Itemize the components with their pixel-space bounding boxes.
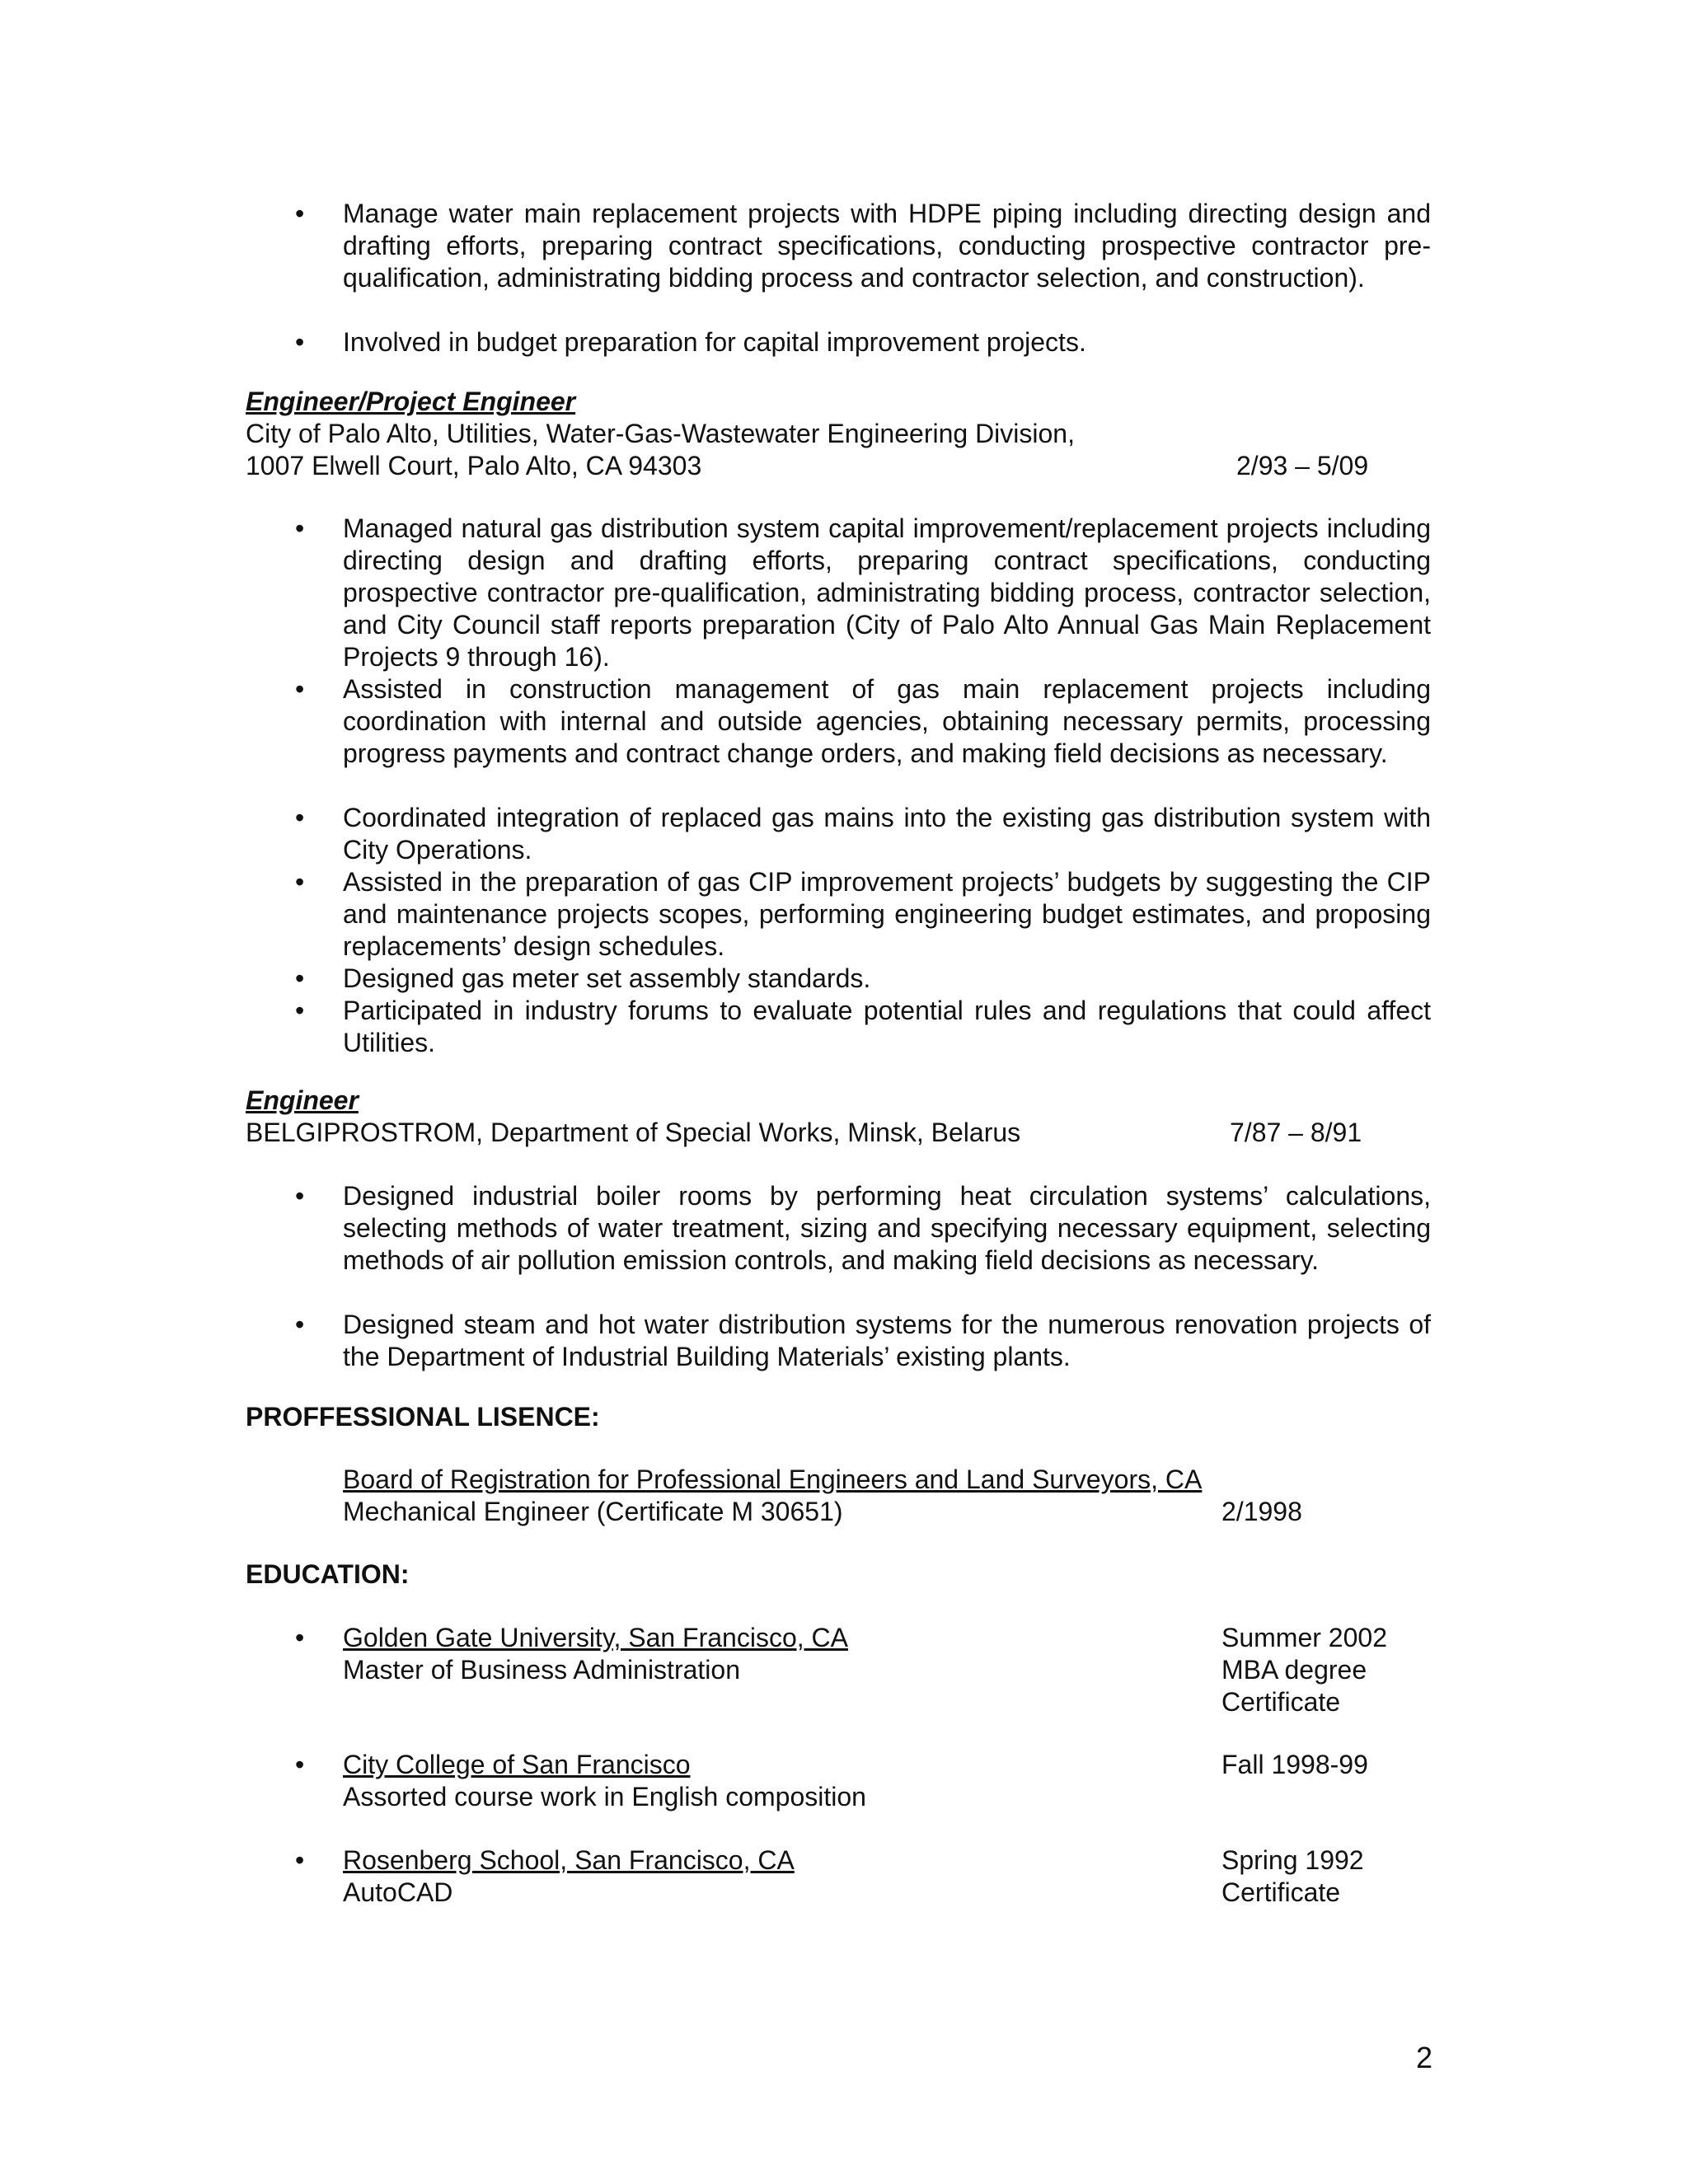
license-certificate: Mechanical Engineer (Certificate M 30651)	[343, 1497, 843, 1526]
employer: City of Palo Alto, Utilities, Water-Gas-Wastewater Engineering Division,	[246, 419, 1075, 448]
bullet-text: Manage water main replacement projects with HDPE piping including directing design and drafting efforts, preparing contract specifications, conducting prospective contractor pre-qualification, administrating bidding process and contractor selection, and construction).	[343, 199, 1431, 293]
bullet-icon: •	[295, 963, 305, 993]
school-detail: Master of Business Administration	[343, 1655, 740, 1685]
school-detail: Assorted course work in English composition	[343, 1782, 866, 1811]
school-note: Certificate	[1221, 1877, 1341, 1907]
job-dates: 2/93 – 5/09	[1236, 451, 1369, 480]
job-dates: 7/87 – 8/91	[1230, 1118, 1362, 1147]
license-board: Board of Registration for Professional Engineers and Land Surveyors, CA	[343, 1465, 1203, 1494]
bullet-text: Assisted in construction management of gas main replacement projects including coordination with internal and outside agencies, obtaining necessary permits, processing progress payments and contract change orders, and making field decisions as necessary.	[343, 674, 1431, 768]
list-item	[0, 963, 1688, 995]
school-note: MBA degree	[1221, 1655, 1367, 1685]
list-item	[0, 198, 1688, 326]
bullet-icon: •	[295, 674, 305, 704]
bullet-text: Designed steam and hot water distribution systems for the numerous renovation projects of the Department of Industrial Building Materials’ existing plants.	[343, 1310, 1431, 1371]
bullet-icon: •	[295, 867, 305, 897]
school-date: Spring 1992	[1221, 1845, 1364, 1875]
bullet-text: Assisted in the preparation of gas CIP improvement projects’ budgets by suggesting the CIP and maintenance projects scopes, performing engineering budget estimates, and proposing replacements’ design schedules.	[343, 867, 1431, 961]
bullet-text: Involved in budget preparation for capital improvement projects.	[343, 327, 1086, 357]
education-heading: EDUCATION:	[246, 1559, 410, 1589]
bullet-icon: •	[295, 996, 305, 1025]
list-item	[0, 673, 1688, 802]
list-item	[0, 1309, 1688, 1373]
bullet-text: Participated in industry forums to evaluate potential rules and regulations that could affect Utilities.	[343, 996, 1431, 1057]
school-note: Certificate	[1221, 1687, 1341, 1717]
list-item	[0, 866, 1688, 963]
license-heading: PROFFESSIONAL LISENCE:	[246, 1402, 600, 1432]
bullet-icon: •	[295, 1845, 305, 1875]
bullet-text: Coordinated integration of replaced gas mains into the existing gas distribution system with City Operations.	[343, 803, 1431, 865]
employer-address: 1007 Elwell Court, Palo Alto, CA 94303	[246, 451, 702, 480]
school-name: City College of San Francisco	[343, 1750, 691, 1779]
job-title: Engineer/Project Engineer	[246, 387, 576, 416]
bullet-icon: •	[295, 1750, 305, 1779]
bullet-icon: •	[295, 1623, 305, 1652]
job-title: Engineer	[246, 1085, 359, 1115]
bullet-icon: •	[295, 199, 305, 228]
school-name: Golden Gate University, San Francisco, CA	[343, 1623, 848, 1652]
list-item	[0, 513, 1688, 673]
list-item	[0, 1180, 1688, 1309]
bullet-icon: •	[295, 327, 305, 357]
school-date: Summer 2002	[1221, 1623, 1387, 1652]
school-date: Fall 1998-99	[1221, 1750, 1368, 1779]
list-item	[0, 326, 1688, 359]
bullet-text: Managed natural gas distribution system capital improvement/replacement projects including directing design and drafting efforts, preparing contract specifications, conducting prospective contractor pre-qualification, administrating bidding process, contractor selection, and City Council staff reports preparation (City of Palo Alto Annual Gas Main Replacement Projects 9 through 16).	[343, 513, 1431, 672]
school-detail: AutoCAD	[343, 1877, 453, 1907]
bullet-icon: •	[295, 803, 305, 832]
employer: BELGIPROSTROM, Department of Special Works, Minsk, Belarus	[246, 1118, 1021, 1147]
license-date: 2/1998	[1221, 1497, 1302, 1526]
bullet-icon: •	[295, 1310, 305, 1339]
list-item	[0, 995, 1688, 1059]
school-name: Rosenberg School, San Francisco, CA	[343, 1845, 795, 1875]
bullet-icon: •	[295, 1181, 305, 1211]
page-number: 2	[1415, 2041, 1432, 2074]
bullet-text: Designed gas meter set assembly standards.	[343, 963, 871, 993]
list-item	[0, 802, 1688, 866]
bullet-text: Designed industrial boiler rooms by performing heat circulation systems’ calculations, selecting methods of water treatment, sizing and specifying necessary equipment, selecting methods of air pollution emission controls, and making field decisions as necessary.	[343, 1181, 1431, 1275]
bullet-icon: •	[295, 513, 305, 543]
